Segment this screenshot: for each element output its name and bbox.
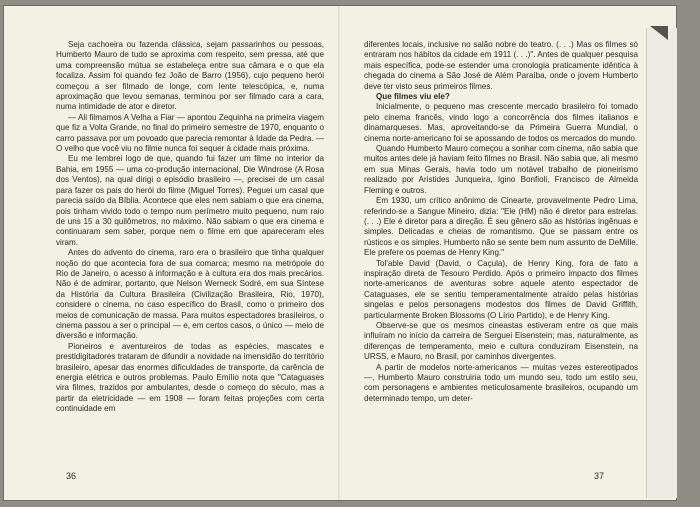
index-tab [646, 28, 677, 498]
paragraph: Eu me lembrei logo de que, quando fui fazer um filme no interior da Bahia, em 1955 — uma co-produção internacional, Die Windrose (A Rosa dos Ventos), na qual dirigi o episódio brasileiro —, precisei de um casal para fazer os pais do herói do filme (Miguel Torres). Peguei um casal que parecia saído da Bíblia. Acontece que eles nem sabiam o que era cinema, pois tinham vivido todo o tempo num perímetro muito pequeno, num raio de uns 15 a 30 quilômetros, no máximo. Não sabiam o que era cinema e continuaram sem saber, porque nem o filme em que apareceram eles viram. [56, 154, 324, 247]
paragraph: Em 1930, um crítico anônimo de Cinearte, provavelmente Pedro Lima, referindo-se a Sangue Mineiro, dizia: "Ele (HM) não é diretor para estrelas. (. . .) Ele é diretor para a direção. É seu gênero são as histórias ingênuas e simples. Delicadas e cheias de romantismo. Que se passam entre os rústicos e os simples. Humberto não se sente bem num assunto de DeMille. Ele prefere os poemas de Henry King." [364, 196, 638, 258]
paragraph: Inicialmente, o pequeno mas crescente mercado brasileiro foi tomado pelo cinema francês, vindo logo a concorrência dos filmes italianos e dinamarqueses. Mas, aproveitando-se da Primeira Guerra Mundial, o cinema norte-americano foi se apossando de todos os mercados do mundo. [364, 102, 638, 143]
paragraph: diferentes locais, inclusive no salão nobre do teatro. (. . .) Mas os filmes só entraram nos hábitos da cidade em 1911 (. . .)". Antes de qualquer pesquisa mais específica, pode-se estender uma cronologia praticamente idêntica à chegada do cinema a São José de Além Paraíba, onde o jovem Humberto deve ter visto seus primeiros filmes. [364, 40, 638, 91]
page-number-left: 36 [66, 471, 77, 481]
right-page-text [364, 40, 638, 480]
paragraph: Observe-se que os mesmos cineastas estiveram entre os que mais influíram no início da carreira de Serguei Eisenstein; mas, naturalmente, as diferenças de temperamento, meio e cultura conduziram Eisenstein, na URSS, e Mauro, no Brasil, por caminhos divergentes. [364, 320, 638, 362]
paragraph: A partir de modelos norte-americanos — muitas vezes estereotipados —, Humberto Mauro construiria todo um mundo seu, todo um estilo seu, com personagens e ambientes meticulosamente brasileiros, ocupando um determinado tempo, um deter- [364, 362, 638, 403]
paragraph: Quando Humberto Mauro começou a sonhar com cinema, não sabia que muitos antes dele já haviam feito filmes no Brasil. Não sabia que, ali mesmo em sua Minas Gerais, havia todo um notável trabalho de pioneirismo realizado por Aristides Junqueira, Igino Bonfioli, Francisco de Almeida Fleming e outros. [364, 144, 638, 195]
left-page-text [56, 40, 324, 480]
paragraph: Seja cachoeira ou fazenda clássica, sejam passarinhos ou pessoas, Humberto Mauro de tudo se aproxima com respeito, sem pressa, até que uma compreensão mútua se estabeleça entre sua câmara e o que ela focaliza. Assim foi quando fez João de Barro (1956), cujo pequeno herói começou a ser filmado de longe, com lente telescópica, e, numa aproximação que levou semanas, terminou por ser filmado cara a cara, numa intimidade de ator e diretor. [56, 40, 324, 112]
paragraph: Tol'able David (David, o Caçula), de Henry King, fora de fato a inspiração direta de Tesouro Perdido. Após o primeiro impacto dos filmes norte-americanos de aventuras sobre aquele atento espectador de Cataguases, ele se sentiu temperamentalmente atraído pelas histórias singelas e pelos personagens modestos dos filmes de David Griffith, particularmente Broken Blossoms (O Lírio Partido), e de Henry King. [364, 258, 638, 320]
section-question: Que filmes viu ele? [376, 92, 450, 102]
book-gutter [338, 6, 340, 500]
page-number-right: 37 [594, 471, 605, 481]
tab-corner-shadow [650, 26, 668, 40]
paragraph: Pioneiros e aventureiros de todas as espécies, mascates e prestidigitadores trataram de difundir a novidade na imensidão do território brasileiro, apesar das enormes dificuldades de transporte, da carência de energia elétrica e outros problemas. Paulo Emílio nota que "Cataguases vira filmes, trazidos por ambulantes, desde o começo do século, mas a partir da eletricidade — em 1908 — foram feitas projeções com certa continuidade em [56, 341, 324, 414]
paragraph: Antes do advento do cinema, raro era o brasileiro que tinha qualquer noção do que acontecia fora de sua comarca; mesmo na metrópole do Rio de Janeiro, o acesso à informação e à cultura era dos mais precários. Não é de admirar, portanto, que Nelson Werneck Sodré, em sua Síntese da História da Cultura Brasileira (Civilização Brasileira, Rio, 1970), considere o cinema, no caso específico do Brasil, como o primeiro dos meios de comunicação de massa. Para muitos espectadores brasileiros, o cinema passou a ser o principal — e, em certos casos, o único — meio de diversão e informação. [56, 248, 324, 341]
paragraph: — Ali filmamos A Velha a Fiar — apontou Zequinha na primeira viagem que fiz a Volta Grande, no final do primeiro semestre de 1970, enquanto o carro passava por um povoado que parecia remontar à Idade da Pedra. — O velho que você viu no filme nunca foi sequer à cidade mais próxima. [56, 112, 324, 154]
